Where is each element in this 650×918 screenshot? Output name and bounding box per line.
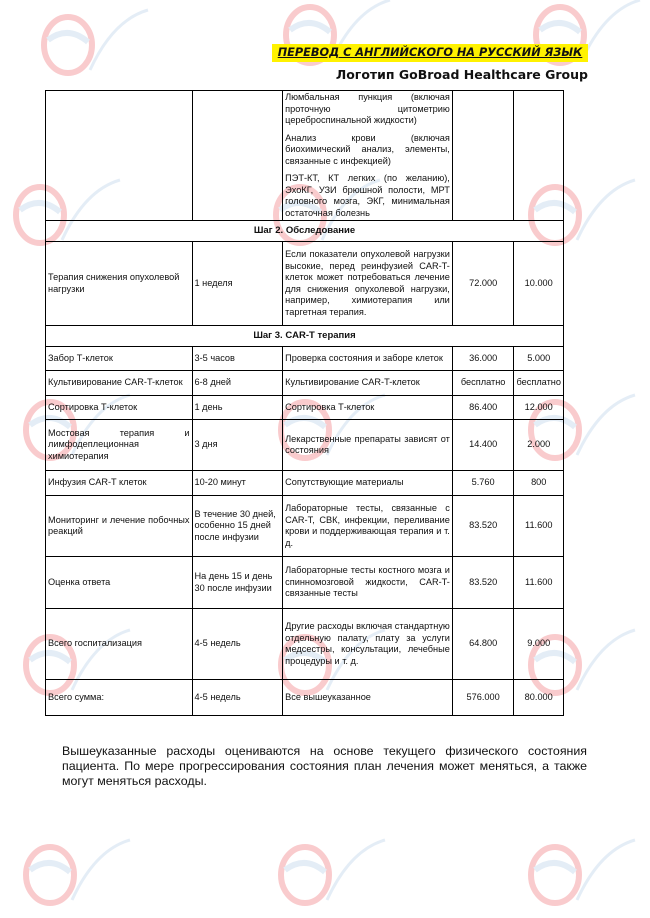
cost-cell xyxy=(514,91,564,221)
duration-cell: 1 день xyxy=(192,396,283,420)
cost-cell: 800 xyxy=(514,471,564,496)
cost-cell: 2.000 xyxy=(514,420,564,471)
description-paragraph: Анализ крови (включая биохимический анализ, элементы, связанные с инфекцией) xyxy=(285,132,450,166)
duration-cell: 6-8 дней xyxy=(192,371,283,396)
step-title: Шаг 2. Обследование xyxy=(46,221,564,242)
duration-cell: 1 неделя xyxy=(192,242,283,326)
table-row xyxy=(46,557,564,609)
table-row xyxy=(46,91,564,221)
cost-cell: 11.600 xyxy=(514,557,564,609)
cost-cell: 12.000 xyxy=(514,396,564,420)
cost-cell: 10.000 xyxy=(514,242,564,326)
cost-cell: 80.000 xyxy=(514,680,564,716)
description-cell: Лекарственные препараты зависят от состояния xyxy=(283,420,453,471)
table-row xyxy=(46,471,564,496)
duration-cell: В течение 30 дней, особенно 15 дней после инфузии xyxy=(192,496,283,557)
description-cell: Лабораторные тесты костного мозга и спинномозговой жидкости, CAR-T-связанные тесты xyxy=(283,557,453,609)
cost-cell: 83.520 xyxy=(452,557,514,609)
cost-cell: 9.000 xyxy=(514,609,564,680)
table-row xyxy=(46,242,564,326)
table-row xyxy=(46,347,564,371)
description-cell xyxy=(283,91,453,221)
description-cell: Сортировка Т-клеток xyxy=(283,396,453,420)
cost-cell: 83.520 xyxy=(452,496,514,557)
description-cell: Все вышеуказанное xyxy=(283,680,453,716)
table-row xyxy=(46,371,564,396)
cost-cell: 86.400 xyxy=(452,396,514,420)
table-row xyxy=(46,420,564,471)
cost-cell: 14.400 xyxy=(452,420,514,471)
description-paragraph: Люмбальная пункция (включая проточную цитометрию цереброспинальной жидкости) xyxy=(285,92,450,125)
description-cell: Лабораторные тесты, связанные с CAR-T, СВК, инфекции, переливание крови и поддерживающая терапия и т. д. xyxy=(283,496,453,557)
procedure-cell: Инфузия CAR-T клеток xyxy=(46,471,193,496)
cost-cell: 11.600 xyxy=(514,496,564,557)
cost-cell: бесплатно xyxy=(514,371,564,396)
procedure-cell: Сортировка Т-клеток xyxy=(46,396,193,420)
procedure-cell: Всего госпитализация xyxy=(46,609,193,680)
procedure-cell: Мониторинг и лечение побочных реакций xyxy=(46,496,193,557)
duration-cell: 4-5 недель xyxy=(192,609,283,680)
duration-cell: 4-5 недель xyxy=(192,680,283,716)
cost-cell xyxy=(452,91,514,221)
watermark-logo xyxy=(28,0,158,100)
step-header-row xyxy=(46,221,564,242)
duration-cell xyxy=(192,91,283,221)
step-title: Шаг 3. CAR-T терапия xyxy=(46,326,564,347)
procedure-cell: Забор Т-клеток xyxy=(46,347,193,371)
watermark-logo xyxy=(515,820,645,918)
cost-cell: 5.760 xyxy=(452,471,514,496)
table-row xyxy=(46,396,564,420)
translation-title: ПЕРЕВОД С АНГЛИЙСКОГО НА РУССКИЙ ЯЗЫК xyxy=(277,46,583,59)
duration-cell: 3 дня xyxy=(192,420,283,471)
description-cell: Проверка состояния и заборе клеток xyxy=(283,347,453,371)
watermark-logo xyxy=(10,820,140,918)
duration-cell: На день 15 и день 30 после инфузии xyxy=(192,557,283,609)
description-cell: Другие расходы включая стандартную отдельную палату, плату за услуги медсестры, консультации, лечебные процедуры и т. д. xyxy=(283,609,453,680)
cost-cell: бесплатно xyxy=(452,371,514,396)
cost-disclaimer: Вышеуказанные расходы оцениваются на основе текущего физического состояния пациента. По мере прогрессирования состояния план лечения может меняться, а также могут меняться расходы. xyxy=(62,744,587,788)
procedure-cell: Терапия снижения опухолевой нагрузки xyxy=(46,242,193,326)
procedure-cell xyxy=(46,91,193,221)
procedure-cell: Культивирование CAR-T-клеток xyxy=(46,371,193,396)
translation-header xyxy=(272,44,588,62)
table-row xyxy=(46,496,564,557)
cost-table xyxy=(45,90,564,716)
cost-cell: 36.000 xyxy=(452,347,514,371)
procedure-cell: Оценка ответа xyxy=(46,557,193,609)
table-row xyxy=(46,680,564,716)
description-cell: Сопутствующие материалы xyxy=(283,471,453,496)
cost-cell: 576.000 xyxy=(452,680,514,716)
duration-cell: 3-5 часов xyxy=(192,347,283,371)
description-cell: Если показатели опухолевой нагрузки высокие, перед реинфузией CAR-T-клеток может потребоваться лечение для снижения опухолевой нагрузки, например, химиотерапия или таргетная терапия. xyxy=(283,242,453,326)
step-header-row xyxy=(46,326,564,347)
description-cell: Культивирование CAR-T-клеток xyxy=(283,371,453,396)
cost-cell: 5.000 xyxy=(514,347,564,371)
table-row xyxy=(46,609,564,680)
cost-cell: 72.000 xyxy=(452,242,514,326)
procedure-cell: Всего сумма: xyxy=(46,680,193,716)
cost-cell: 64.800 xyxy=(452,609,514,680)
watermark-logo xyxy=(265,820,395,918)
description-paragraph: ПЭТ-КТ, КТ легких (по желанию), ЭхоКГ, УЗИ брюшной полости, МРТ головного мозга, ЭКГ, минимальная остаточная болезнь xyxy=(285,173,450,218)
logo-caption: Логотип GoBroad Healthcare Group xyxy=(335,67,588,82)
procedure-cell: Мостовая терапия и лимфодеплеционная химиотерапия xyxy=(46,420,193,471)
duration-cell: 10-20 минут xyxy=(192,471,283,496)
